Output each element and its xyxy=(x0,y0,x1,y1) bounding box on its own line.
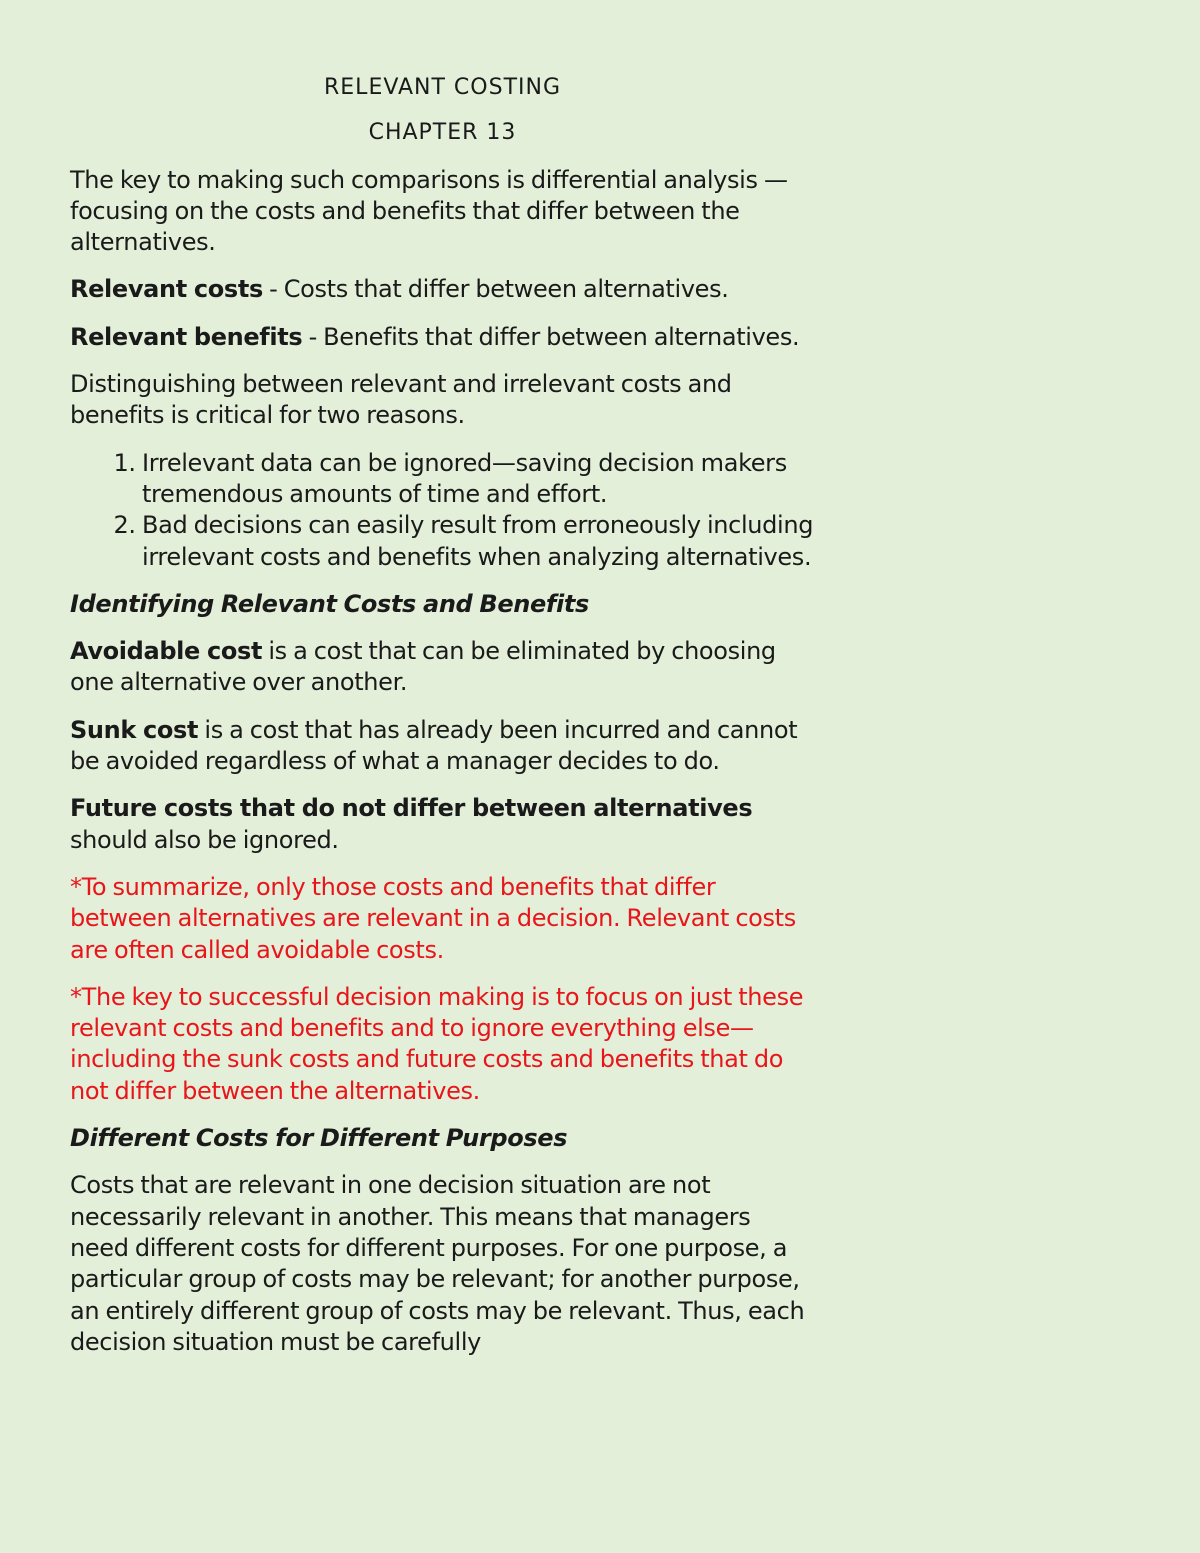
future-costs-term: Future costs that do not differ between alternatives xyxy=(70,794,753,823)
summary-note-1: *To summarize, only those costs and benefits that differ between alternatives are relevant in a decision. Relevant costs are often called avoidable costs. xyxy=(70,872,796,964)
relevant-costs-definition xyxy=(70,274,815,305)
avoidable-cost-text: is a cost that can be eliminated by choosing one alternative over another. xyxy=(70,637,776,697)
summary-note-2: *The key to successful decision making is to focus on just these relevant costs and benefits and to ignore everything else—including the sunk costs and future costs and benefits that do not differ between the alternatives. xyxy=(70,982,804,1105)
sunk-cost-term: Sunk cost xyxy=(70,715,199,744)
distinguishing-paragraph: Distinguishing between relevant and irrelevant costs and benefits is critical for two reasons. xyxy=(70,370,732,430)
list-item: 2. Bad decisions can easily result from erroneously including irrelevant costs and benefits when analyzing alternatives. xyxy=(142,510,815,573)
avoidable-cost-definition xyxy=(70,636,815,699)
reasons-list xyxy=(70,448,815,573)
document-title: RELEVANT COSTING xyxy=(324,75,561,100)
relevant-costs-term: Relevant costs xyxy=(70,275,263,304)
relevant-costs-text: - Costs that differ between alternatives. xyxy=(262,275,729,304)
document-body xyxy=(70,72,815,1374)
avoidable-cost-term: Avoidable cost xyxy=(70,637,263,666)
list-item: 1. Irrelevant data can be ignored—saving decision makers tremendous amounts of time and effort. xyxy=(142,448,815,511)
different-costs-paragraph: Costs that are relevant in one decision situation are not necessarily relevant in another. This means that managers need different costs for different purposes. For one purpose, a particular group of costs may be relevant; for another purpose, an entirely different group of costs may be relevant. Thus, each decision situation must be carefully xyxy=(70,1171,805,1356)
relevant-benefits-text: - Benefits that differ between alternatives. xyxy=(302,322,800,351)
relevant-benefits-definition xyxy=(70,322,815,353)
section-heading-identifying: Identifying Relevant Costs and Benefits xyxy=(70,589,589,618)
future-costs-definition xyxy=(70,793,815,856)
section-heading-different-costs: Different Costs for Different Purposes xyxy=(70,1124,568,1153)
intro-paragraph: The key to making such comparisons is differential analysis — focusing on the costs and benefits that differ between the alternatives. xyxy=(70,165,788,257)
chapter-label: CHAPTER 13 xyxy=(368,120,517,146)
sunk-cost-text: is a cost that has already been incurred and cannot be avoided regardless of what a manager decides to do. xyxy=(70,715,798,776)
relevant-benefits-term: Relevant benefits xyxy=(70,322,303,351)
sunk-cost-definition xyxy=(70,715,815,778)
future-costs-text: should also be ignored. xyxy=(70,825,339,854)
